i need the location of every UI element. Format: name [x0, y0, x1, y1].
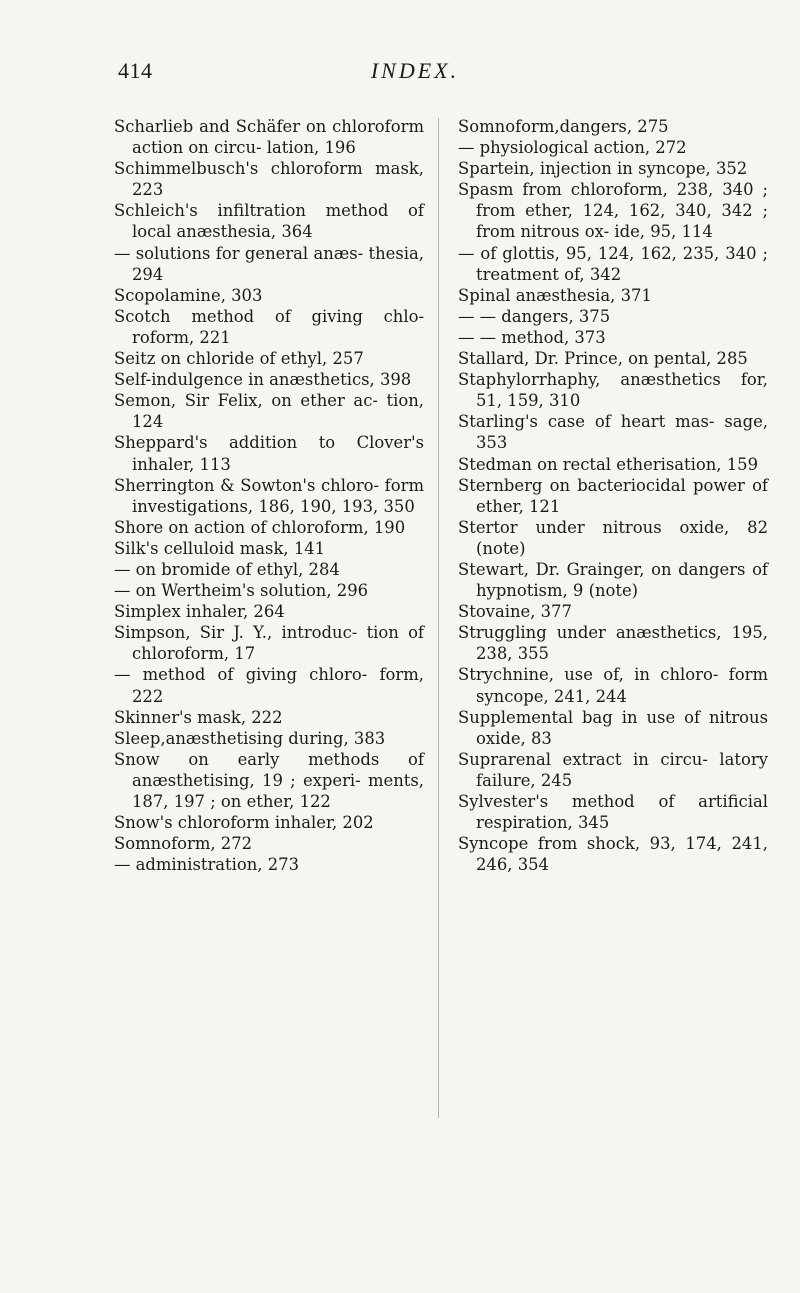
index-entry: Suprarenal extract in circu- latory failure, 245: [458, 749, 768, 790]
index-entry: Sternberg on bacteriocidal power of ether, 121: [458, 475, 768, 516]
index-entry: Sylvester's method of artificial respiration, 345: [458, 792, 768, 833]
page-header: [0, 58, 800, 88]
index-entry: — physiological action, 272: [458, 138, 687, 158]
index-entry: Snow on early methods of anæsthetising, 19 ; experi- ments, 187, 197 ; on ether, 122: [114, 749, 424, 811]
index-entry: Stewart, Dr. Grainger, on dangers of hypnotism, 9 (note): [458, 559, 768, 601]
index-entry: Spartein, injection in syncope, 352: [458, 159, 748, 179]
index-entry: Somnoform, 272: [114, 834, 253, 854]
index-entry: Scopolamine, 303: [114, 285, 263, 305]
index-entry: Scotch method of giving chlo- roform, 221: [114, 306, 424, 347]
index-entry: Sheppard's addition to Clover's inhaler, 113: [114, 433, 424, 474]
index-entry: — — dangers, 375: [458, 306, 611, 326]
index-entry: Spasm from chloroform, 238, 340 ; from ether, 124, 162, 340, 342 ; from nitrous ox- ide, 95, 114: [458, 180, 768, 242]
index-entry: Stovaine, 377: [458, 602, 572, 622]
index-column-right: [458, 116, 768, 875]
index-column-left: [114, 116, 424, 875]
index-entry: Stertor under nitrous oxide, 82 (note): [458, 517, 768, 558]
column-divider: [438, 118, 439, 1118]
index-entry: Syncope from shock, 93, 174, 241, 246, 354: [458, 834, 768, 875]
index-entry: Simplex inhaler, 264: [114, 602, 285, 622]
index-entry: — — method, 373: [458, 327, 606, 347]
index-entry: Stedman on rectal etherisation, 159: [458, 454, 759, 474]
index-entry: Sherrington & Sowton's chloro- form investigations, 186, 190, 193, 350: [114, 475, 424, 516]
index-entry: — on Wertheim's solution, 296: [114, 581, 369, 601]
index-entry: Starling's case of heart mas- sage, 353: [458, 412, 768, 453]
index-entry: Spinal anæsthesia, 371: [458, 285, 652, 305]
index-entry: Silk's celluloid mask, 141: [114, 538, 326, 558]
index-entry: Struggling under anæsthetics, 195, 238, 355: [458, 623, 768, 664]
index-entry: — on bromide of ethyl, 284: [114, 559, 340, 579]
index-entry: Self-indulgence in anæsthetics, 398: [114, 370, 412, 390]
index-entry: Somnoform,dangers, 275: [458, 117, 669, 136]
index-entry: Skinner's mask, 222: [114, 707, 283, 727]
index-entry: Semon, Sir Felix, on ether ac- tion, 124: [114, 391, 424, 432]
index-entry: Staphylorrhaphy, anæsthetics for, 51, 159, 310: [458, 370, 768, 411]
index-entry: Scharlieb and Schäfer on chloroform action on circu- lation, 196: [114, 117, 424, 158]
index-entry: — solutions for general anæs- thesia, 294: [114, 243, 424, 284]
index-entry: Stallard, Dr. Prince, on pental, 285: [458, 349, 748, 369]
running-head: INDEX.: [370, 58, 460, 83]
index-entry: — of glottis, 95, 124, 162, 235, 340 ; treatment of, 342: [458, 243, 768, 284]
index-entry: — method of giving chloro- form, 222: [114, 665, 424, 706]
index-entry: Supplemental bag in use of nitrous oxide, 83: [458, 707, 768, 748]
index-entry: Seitz on chloride of ethyl, 257: [114, 349, 364, 369]
index-entry: Simpson, Sir J. Y., introduc- tion of chloroform, 17: [114, 623, 424, 664]
page-number: 414: [118, 58, 153, 83]
index-entry: Schimmelbusch's chloroform mask, 223: [114, 159, 424, 200]
index-entry: Schleich's infiltration method of local anæsthesia, 364: [114, 201, 424, 242]
index-entry: — administration, 273: [114, 855, 300, 875]
index-entry: Sleep,anæsthetising during, 383: [114, 728, 386, 748]
index-entry: Shore on action of chloroform, 190: [114, 517, 406, 537]
index-entry: Snow's chloroform inhaler, 202: [114, 813, 374, 833]
index-entry: Strychnine, use of, in chloro- form syncope, 241, 244: [458, 665, 768, 706]
